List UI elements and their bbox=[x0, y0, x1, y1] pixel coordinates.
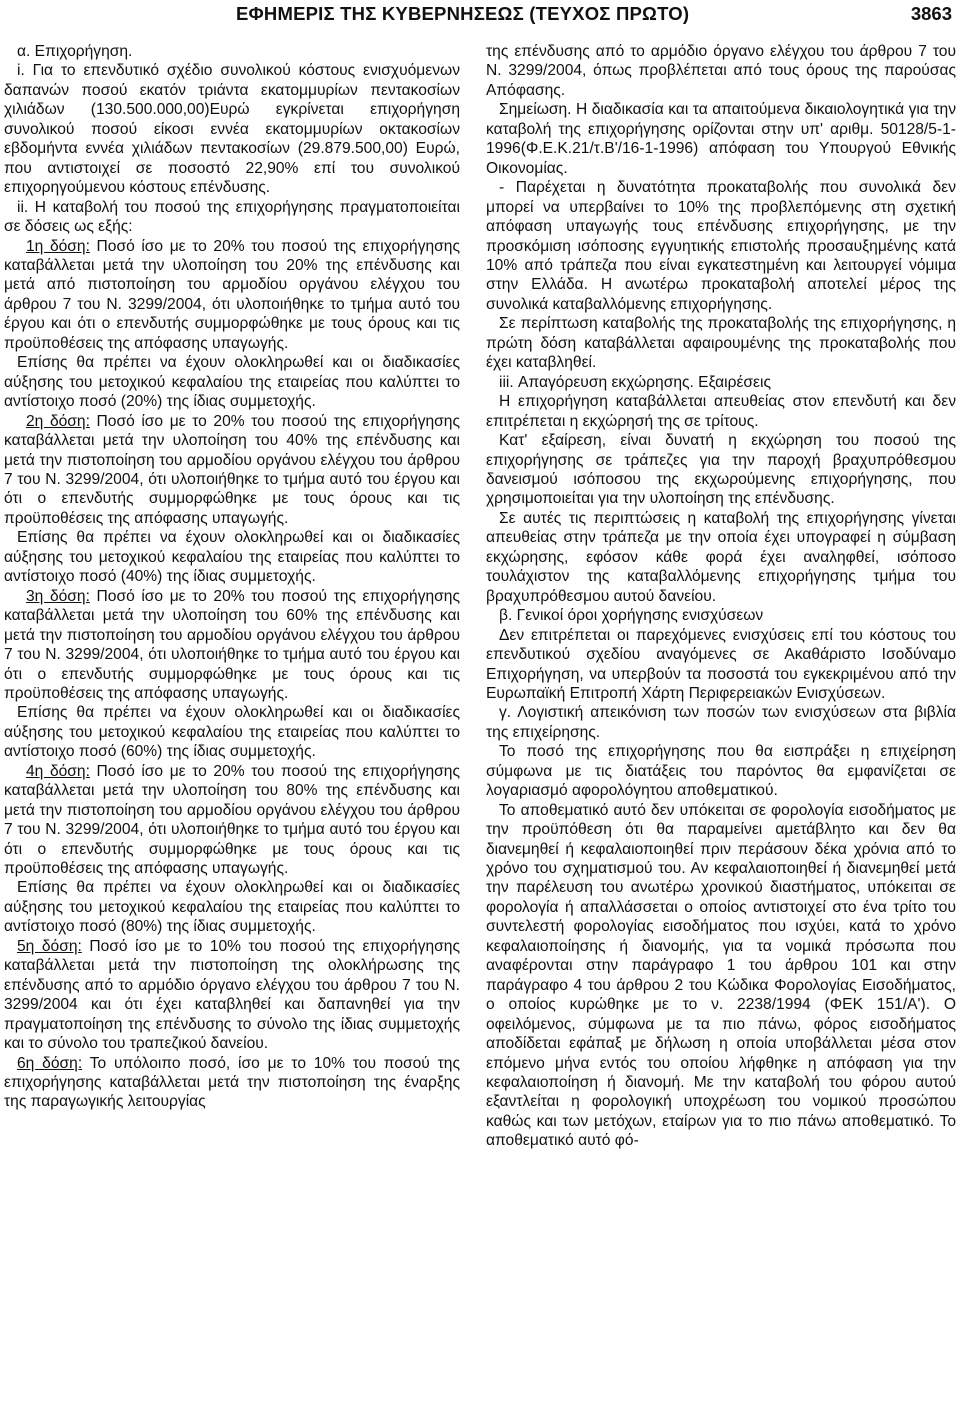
installment-text: Ποσό ίσο με το 20% του ποσού της επιχορήγησης καταβάλλεται μετά την υλοποίηση του 60% της επένδυσης και μετά την πιστοποίηση του αρμοδίου οργάνου ελέγχου του άρθρου 7 του Ν. 3299/2004, ότι υλοποιήθηκε το τμήμα αυτό του έργου και ότι ο επενδυτής συμμορφώθηκε με τους όρους και τις προϋποθέσεις της απόφασης υπαγωγής. bbox=[4, 587, 460, 702]
installment-text: Το υπόλοιπο ποσό, ίσο με το 10% του ποσού της επιχορήγησης καταβάλλεται μετά την πιστοποίηση της έναρξης της παραγωγικής λειτουργίας bbox=[4, 1054, 460, 1111]
installment-text: Ποσό ίσο με το 20% του ποσού της επιχορήγησης καταβάλλεται μετά την υλοποίηση του 20% της επένδυσης και μετά από πιστοποίηση του αρμοδίου οργάνου ελέγχου του άρθρου 7 του Ν. 3299/2004, ότι υλοποιήθηκε το τμήμα αυτό του έργου και ότι ο επενδυτής συμμορφώθηκε με τους όρους και τις προϋποθέσεις της απόφασης υπαγωγής. bbox=[4, 237, 460, 352]
paragraph: Επίσης θα πρέπει να έχουν ολοκληρωθεί και οι διαδικασίες αύξησης του μετοχικού κεφαλαίου της εταιρείας που καλύπτει το αντίστοιχο ποσό (20%) της ίδιας συμμετοχής. bbox=[4, 354, 460, 411]
paragraph: Επίσης θα πρέπει να έχουν ολοκληρωθεί και οι διαδικασίες αύξησης του μετοχικού κεφαλαίου της εταιρείας που καλύπτει το αντίστοιχο ποσό (40%) της ίδιας συμμετοχής. bbox=[4, 529, 460, 586]
installment-label: 1η δόση: bbox=[26, 237, 90, 255]
section-heading: γ. Λογιστική απεικόνιση των ποσών των ενισχύσεων στα βιβλία της επιχείρησης. bbox=[486, 704, 956, 741]
installment-label: 4η δόση: bbox=[26, 762, 90, 780]
installment-4 bbox=[4, 762, 460, 879]
paragraph: Η επιχορήγηση καταβάλλεται απευθείας στον επενδυτή και δεν επιτρέπεται η εκχώρησή της σε τρίτους. bbox=[486, 393, 956, 430]
paragraph: - Παρέχεται η δυνατότητα προκαταβολής που συνολικά δεν μπορεί να υπερβαίνει το 10% της προβλεπόμενης στη σχετική απόφαση υπαγωγής τους επένδυσης επιχορήγησης, με την προσκόμιση ισόποσης εγγυητικής επιστολής προσαυξημένης κατά 10% από τράπεζα που είναι εγκατεστημένη και λειτουργεί νόμιμα στην Ελλάδα. Η ανωτέρω προκαταβολή αποτελεί μέρος της συνολικά καταβαλλόμενης επιχορήγησης. bbox=[486, 179, 956, 313]
installment-label: 5η δόση: bbox=[17, 937, 82, 955]
gazette-title: ΕΦΗΜΕΡΙΣ ΤΗΣ ΚΥΒΕΡΝΗΣΕΩΣ (ΤΕΥΧΟΣ ΠΡΩΤΟ) bbox=[236, 3, 690, 24]
paragraph: Σε αυτές τις περιπτώσεις η καταβολή της επιχορήγησης γίνεται απευθείας στην τράπεζα με την οποία έχει υπογραφεί η σύμβαση εκχώρησης, εφόσον κάθε φορά έχει αναληφθεί, ισόποσο τουλάχιστον της καταβαλλόμενης επιχορήγησης τμήμα του βραχυπρόθεσμου αυτού δανείου. bbox=[486, 509, 956, 605]
paragraph: Το ποσό της επιχορήγησης που θα εισπράξει η επιχείρηση σύμφωνα με τις διατάξεις του παρόντος θα εμφανίζεται σε λογαριασμό αφορολόγητου αποθεματικού. bbox=[486, 743, 956, 800]
installment-label: 3η δόση: bbox=[26, 587, 90, 605]
installment-text: Ποσό ίσο με το 20% του ποσού της επιχορήγησης καταβάλλεται μετά την υλοποίηση του 40% της επένδυσης και μετά την πιστοποίηση του αρμοδίου οργάνου ελέγχου του άρθρου 7 του Ν. 3299/2004, ότι υλοποιήθηκε το τμήμα αυτό του έργου και ότι ο επενδυτής συμμορφώθηκε με τους όρους και τις προϋποθέσεις της απόφασης υπαγωγής. bbox=[4, 412, 460, 527]
installment-label: 6η δόση: bbox=[17, 1054, 83, 1072]
section-heading: iii. Απαγόρευση εκχώρησης. Εξαιρέσεις bbox=[499, 373, 771, 391]
paragraph: Δεν επιτρέπεται οι παρεχόμενες ενισχύσεις επί του κόστους του επενδυτικού σχεδίου αναγόμενες σε Ακαθάριστο Ισοδύναμο Επιχορήγηση, να υπερβούν τα ποσοστά του εγκεκριμένου από την Ευρωπαϊκή Επιτροπή Χάρτη Περιφερειακών Ενισχύσεων. bbox=[486, 626, 956, 702]
page-header bbox=[0, 0, 960, 28]
installment-1 bbox=[4, 237, 460, 354]
paragraph: i. Για το επενδυτικό σχέδιο συνολικού κόστους ενισχυόμενων δαπανών ποσού εκατόν τριάντα εκατομμυρίων πεντακοσίων χιλιάδων (130.500.000,00)Ευρώ εγκρίνεται επιχορήγηση συνολικού ποσού είκοσι εννέα εκατομμυρίων οκτακοσίων εβδομήντα εννέα χιλιάδων πεντακοσίων (29.879.500,00) Ευρώ, που αντιστοιχεί σε ποσοστό 22,90% επί του συνολικού επιχορηγούμενου κόστους επένδυσης. bbox=[4, 62, 460, 197]
section-heading: β. Γενικοί όροι χορήγησης ενισχύσεων bbox=[499, 607, 764, 625]
paragraph: Το αποθεματικό αυτό δεν υπόκειται σε φορολογία εισοδήματος με την προϋπόθεση ότι θα παραμείνει αμετάβλητο και δεν θα διανεμηθεί ή κεφαλαιοποιηθεί πριν περάσουν δέκα χρόνια από το χρόνο του σχηματισμού του. Αν κεφαλαιοποιηθεί ή διανεμηθεί μετά την παρέλευση του ανωτέρω χρονικού διαστήματος, υπόκειται σε φορολογία ή απαλλάσσεται ο οποίος αντιστοιχεί στο ένα τρίτο του συντελεστή φορολογίας εισοδήματος που ισχύει, κατά το χρόνο κεφαλαιοποίησης ή διανομής, για τα νομικά πρόσωπα που αναφέρονται στην παράγραφο 1 του άρθρου 101 και στην παράγραφο 4 του άρθρου 2 του Κώδικα Φορολογίας Εισοδήματος, ο οποίος κυρώθηκε με το ν. 2238/1994 (ΦΕΚ 151/Α'). Ο οφειλόμενος, σύμφωνα με τα πιο πάνω, φόρος εισοδήματος αποδίδεται εφάπαξ με δήλωση η οποία υποβάλλεται μέσα στον επόμενο μήνα εντός του οποίου λήφθηκε η απόφαση για την κεφαλαιοποίηση ή διανομή. Με την καταβολή του φόρου αυτού εξαντλείται η φορολογική υποχρέωση του νομικού προσώπου καθώς και των μετόχων, εταίρων για το πιο πάνω αποθεματικό. Το αποθεματικό αυτό φό- bbox=[486, 801, 956, 1150]
paragraph: Σε περίπτωση καταβολής της προκαταβολής της επιχορήγησης, η πρώτη δόση καταβάλλεται αφαιρουμένης της προκαταβολής που έχει καταβληθεί. bbox=[486, 315, 956, 372]
paragraph: Σημείωση. Η διαδικασία και τα απαιτούμενα δικαιολογητικά για την καταβολή της επιχορήγησης ορίζονται στην υπ' αριθμ. 50128/5-1-1996(Φ.Ε.Κ.21/τ.Β'/16-1-1996) απόφαση του Υπουργού Εθνικής Οικονομίας. bbox=[486, 101, 956, 177]
installment-label: 2η δόση: bbox=[26, 412, 90, 430]
installment-text: Ποσό ίσο με το 20% του ποσού της επιχορήγησης καταβάλλεται μετά την υλοποίηση του 80% της επένδυσης και μετά την πιστοποίηση του αρμοδίου οργάνου ελέγχου του άρθρου 7 του Ν. 3299/2004, ότι υλοποιήθηκε το τμήμα αυτό του έργου και ότι ο επενδυτής συμμορφώθηκε με τους όρους και τις προϋποθέσεις της απόφασης υπαγωγής. bbox=[4, 762, 460, 878]
paragraph: Επίσης θα πρέπει να έχουν ολοκληρωθεί και οι διαδικασίες αύξησης του μετοχικού κεφαλαίου της εταιρείας που καλύπτει το αντίστοιχο ποσό (80%) της ίδιας συμμετοχής. bbox=[4, 879, 460, 936]
paragraph: Κατ' εξαίρεση, είναι δυνατή η εκχώρηση του ποσού της επιχορήγησης σε τράπεζες για την παροχή βραχυπρόθεσμου δανεισμού ισόποσου της εκχωρούμενης επιχορήγησης, που χρησιμοποιείται για την υλοποίηση της επένδυσης. bbox=[486, 432, 956, 508]
installment-2 bbox=[4, 412, 460, 529]
installment-6 bbox=[4, 1054, 460, 1112]
installment-5 bbox=[4, 937, 460, 1054]
left-column bbox=[4, 42, 460, 1112]
paragraph: ii. Η καταβολή του ποσού της επιχορήγησης πραγματοποιείται σε δόσεις ως εξής: bbox=[4, 198, 460, 236]
page-number: 3863 bbox=[910, 3, 952, 24]
installment-3 bbox=[4, 587, 460, 704]
paragraph: α. Επιχορήγηση. bbox=[17, 43, 133, 60]
right-column bbox=[486, 42, 956, 1151]
installment-text: Ποσό ίσο με το 10% του ποσού της επιχορήγησης καταβάλλεται μετά την πιστοποίηση της ολοκλήρωσης της επένδυσης από το αρμόδιο όργανο ελέγχου του άρθρου 7 του Ν. 3299/2004 και ότι έχει καταβληθεί και δαπανηθεί για την πραγματοποίηση της επένδυσης το σύνολο της ίδιας συμμετοχής και το σύνολο του τραπεζικού δανείου. bbox=[4, 937, 460, 1053]
paragraph: της επένδυσης από το αρμόδιο όργανο ελέγχου του άρθρου 7 του Ν. 3299/2004, όπως προβλέπεται από τους όρους της παρούσας Απόφασης. bbox=[486, 43, 956, 99]
paragraph: Επίσης θα πρέπει να έχουν ολοκληρωθεί και οι διαδικασίες αύξησης του μετοχικού κεφαλαίου της εταιρείας που καλύπτει το αντίστοιχο ποσό (60%) της ίδιας συμμετοχής. bbox=[4, 704, 460, 761]
